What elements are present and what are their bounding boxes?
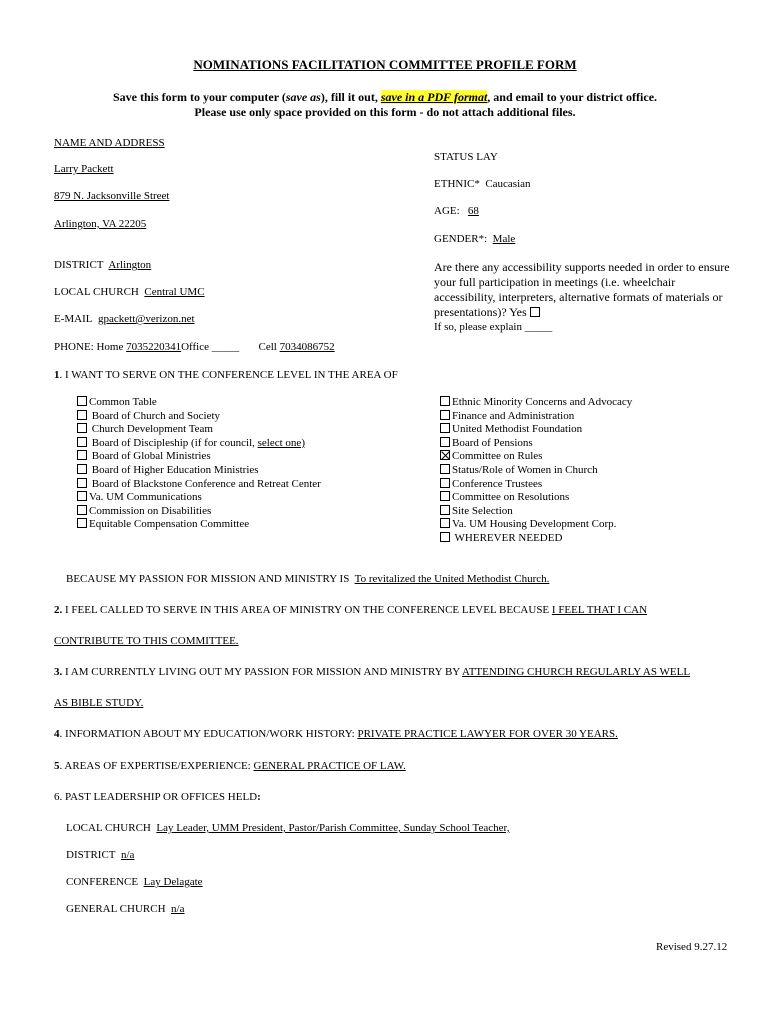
- committee-left-item[interactable]: [77, 478, 321, 490]
- email-field[interactable]: gpackett@verizon.net: [98, 313, 195, 325]
- past-district-field[interactable]: n/a: [121, 849, 135, 861]
- committee-right-item[interactable]: [440, 491, 569, 503]
- committee-left-label: Board of Discipleship (if for council,: [89, 436, 258, 449]
- gender-row: [434, 233, 515, 245]
- question-2-label: I FEEL CALLED TO SERVE IN THIS AREA OF MINISTRY ON THE CONFERENCE LEVEL BECAUSE: [62, 604, 552, 616]
- committee-right-checkbox[interactable]: [440, 423, 450, 433]
- ethnic-field[interactable]: Caucasian: [485, 178, 531, 190]
- name-address-header: NAME AND ADDRESS: [54, 137, 165, 149]
- age-row: [434, 205, 479, 217]
- committee-right-checkbox[interactable]: [440, 450, 450, 460]
- passion-label: BECAUSE MY PASSION FOR MISSION AND MINISTRY IS: [66, 573, 350, 585]
- committee-left-item[interactable]: [77, 450, 211, 462]
- question-3-label: I AM CURRENTLY LIVING OUT MY PASSION FOR MISSION AND MINISTRY BY: [62, 666, 462, 678]
- past-general-field[interactable]: n/a: [171, 903, 185, 915]
- cell-label: Cell: [258, 341, 277, 353]
- committee-right-checkbox[interactable]: [440, 491, 450, 501]
- committee-left-checkbox[interactable]: [77, 491, 87, 501]
- age-label: AGE:: [434, 205, 460, 217]
- question-4-number: 4: [54, 728, 60, 740]
- gender-field[interactable]: Male: [492, 233, 516, 245]
- committee-left-checkbox[interactable]: [77, 518, 87, 528]
- committee-right-item[interactable]: [440, 437, 533, 449]
- instruction-line-1: [0, 90, 770, 105]
- section-1-heading: [54, 369, 398, 381]
- committee-right-label: Committee on Rules: [452, 450, 543, 463]
- committee-left-item[interactable]: [77, 491, 202, 503]
- committee-left-checkbox[interactable]: [77, 478, 87, 488]
- accessibility-question: [434, 260, 734, 320]
- question-2-row: [54, 604, 647, 616]
- past-conference-field[interactable]: Lay Delagate: [143, 876, 203, 888]
- question-5-answer[interactable]: GENERAL PRACTICE OF LAW.: [253, 760, 406, 772]
- section-1-number: 1: [54, 369, 60, 381]
- committee-left-label: Common Table: [89, 396, 157, 408]
- committee-left-item[interactable]: [77, 505, 211, 517]
- question-4-row: [54, 728, 618, 740]
- committee-left-label: Board of Higher Education Ministries: [89, 464, 259, 476]
- name-field[interactable]: Larry Packett: [54, 163, 114, 175]
- committee-left-checkbox[interactable]: [77, 450, 87, 460]
- committee-left-item[interactable]: [77, 437, 305, 449]
- committee-right-item[interactable]: [440, 450, 542, 462]
- district-row: [54, 259, 151, 271]
- committee-right-item[interactable]: [440, 478, 542, 490]
- past-general-row: [66, 903, 184, 915]
- past-general-label: GENERAL CHURCH: [66, 903, 166, 915]
- email-label: E-MAIL: [54, 313, 93, 325]
- committee-right-item[interactable]: [440, 532, 562, 544]
- question-6-label: 6. PAST LEADERSHIP OR OFFICES HELD: [54, 791, 258, 803]
- question-4-answer[interactable]: PRIVATE PRACTICE LAWYER FOR OVER 30 YEARS.: [357, 728, 618, 740]
- question-3-row: [54, 666, 690, 678]
- question-5-row: [54, 760, 406, 772]
- office-phone-field[interactable]: _____: [211, 341, 240, 353]
- committee-right-checkbox[interactable]: [440, 396, 450, 406]
- instruction-line-2: Please use only space provided on this form - do not attach additional files.: [194, 105, 576, 119]
- committee-left-label: Board of Global Ministries: [89, 450, 211, 463]
- cell-phone-field[interactable]: 7034086752: [279, 341, 335, 353]
- status-field: STATUS LAY: [434, 151, 498, 163]
- email-row: [54, 313, 195, 325]
- revision-label: Revised 9.27.12: [656, 941, 728, 953]
- committee-left-label: Commission on Disabilities: [89, 504, 212, 517]
- committee-right-label: United Methodist Foundation: [452, 423, 583, 436]
- accessibility-text: Are there any accessibility supports needed in order to ensure your full participation in meetings (i.e. wheelchair accessibility, interpreters, alternative formats of materials or presentations)? Yes: [434, 260, 730, 319]
- committee-right-item[interactable]: [440, 410, 574, 422]
- committee-left-label: Equitable Compensation Committee: [89, 518, 250, 531]
- question-3-number: 3.: [54, 666, 63, 678]
- committee-right-item[interactable]: [440, 505, 513, 517]
- age-field[interactable]: 68: [467, 205, 479, 217]
- committee-right-checkbox[interactable]: [440, 532, 450, 542]
- church-label: LOCAL CHURCH: [54, 286, 139, 298]
- committee-left-checkbox[interactable]: [77, 437, 87, 447]
- committee-left-checkbox[interactable]: [77, 464, 87, 474]
- committee-right-label: WHEREVER NEEDED: [452, 532, 563, 544]
- city-field[interactable]: Arlington, VA 22205: [54, 218, 147, 230]
- instruction-text: ), fill it out,: [320, 90, 381, 104]
- instruction-highlight: save in a PDF format: [380, 90, 488, 104]
- question-4-label: . INFORMATION ABOUT MY EDUCATION/WORK HISTORY:: [59, 728, 358, 740]
- instruction-text: , and email to your district office.: [487, 90, 658, 104]
- district-label: DISTRICT: [54, 259, 104, 271]
- committee-right-label: Ethnic Minority Concerns and Advocacy: [452, 396, 633, 408]
- explain-field[interactable]: If so, please explain _____: [434, 321, 553, 333]
- question-2-number: 2.: [54, 604, 63, 616]
- past-district-label: DISTRICT: [66, 849, 116, 861]
- past-conference-label: CONFERENCE: [66, 876, 139, 888]
- church-field[interactable]: Central UMC: [144, 286, 205, 298]
- ethnic-row: [434, 178, 531, 190]
- church-row: [54, 286, 205, 298]
- committee-left-item[interactable]: [77, 518, 249, 530]
- phone-row: [54, 341, 335, 353]
- home-phone-field[interactable]: 7035220341: [126, 341, 182, 353]
- committee-left-label: Va. UM Communications: [89, 491, 202, 504]
- committee-right-item[interactable]: [440, 518, 616, 530]
- committee-right-checkbox[interactable]: [440, 478, 450, 488]
- instruction-text: Save this form to your computer (: [112, 90, 286, 104]
- passion-row: [66, 573, 549, 585]
- question-6-heading: [54, 791, 261, 803]
- past-local-row: [66, 822, 510, 834]
- question-5-label: . AREAS OF EXPERTISE/EXPERIENCE:: [59, 760, 254, 772]
- committee-right-label: Site Selection: [452, 504, 513, 517]
- committee-right-label: Conference Trustees: [452, 477, 543, 490]
- section-1-text: . I WANT TO SERVE ON THE CONFERENCE LEVEL IN THE AREA OF: [59, 369, 398, 381]
- question-3-answer-cont[interactable]: AS BIBLE STUDY.: [54, 697, 144, 709]
- committee-left-item[interactable]: [77, 464, 259, 476]
- committee-right-label: Finance and Administration: [452, 409, 575, 422]
- committee-right-checkbox[interactable]: [440, 410, 450, 420]
- question-5-number: 5: [54, 760, 60, 772]
- committee-right-checkbox[interactable]: [440, 437, 450, 447]
- committee-right-checkbox[interactable]: [440, 505, 450, 515]
- office-label: Office: [181, 341, 210, 353]
- committee-left-checkbox[interactable]: [77, 396, 87, 406]
- committee-left-item[interactable]: [77, 396, 157, 408]
- committee-right-label: Status/Role of Women in Church: [452, 464, 598, 476]
- committee-right-item[interactable]: [440, 464, 598, 476]
- committee-left-label: Board of Blackstone Conference and Retreat Center: [89, 477, 321, 490]
- street-field[interactable]: 879 N. Jacksonville Street: [54, 190, 170, 202]
- gender-label: GENDER*:: [434, 233, 488, 245]
- committee-left-item[interactable]: [77, 423, 213, 435]
- question-2-answer-cont[interactable]: CONTRIBUTE TO THIS COMMITTEE.: [54, 635, 239, 647]
- instruction-save-as: save as: [285, 90, 321, 104]
- past-local-label: LOCAL CHURCH: [66, 822, 151, 834]
- question-6-colon: :: [257, 791, 261, 803]
- committee-right-label: Va. UM Housing Development Corp.: [452, 518, 617, 531]
- passion-field[interactable]: To revitalized the United Methodist Church.: [354, 573, 550, 585]
- committee-right-label: Committee on Resolutions: [452, 491, 570, 504]
- past-local-field[interactable]: Lay Leader, UMM President, Pastor/Parish Committee, Sunday School Teacher,: [156, 822, 510, 834]
- committee-right-label: Board of Pensions: [452, 436, 533, 449]
- district-field[interactable]: Arlington: [108, 259, 152, 271]
- committee-left-label-extra[interactable]: select one): [257, 436, 305, 449]
- committee-right-item[interactable]: [440, 396, 632, 408]
- form-title: NOMINATIONS FACILITATION COMMITTEE PROFILE FORM: [193, 57, 577, 72]
- committee-right-checkbox[interactable]: [440, 464, 450, 474]
- past-district-row: [66, 849, 134, 861]
- committee-left-label: Board of Church and Society: [89, 409, 221, 422]
- question-3-answer[interactable]: ATTENDING CHURCH REGULARLY AS WELL: [461, 666, 691, 678]
- question-2-answer[interactable]: I FEEL THAT I CAN: [551, 604, 648, 616]
- committee-left-item[interactable]: [77, 410, 220, 422]
- committee-left-checkbox[interactable]: [77, 410, 87, 420]
- committee-right-checkbox[interactable]: [440, 518, 450, 528]
- accessibility-yes-checkbox[interactable]: [530, 307, 540, 317]
- committee-left-label: Church Development Team: [89, 423, 213, 436]
- past-conference-row: [66, 876, 203, 888]
- phone-label: PHONE: Home: [54, 341, 124, 353]
- ethnic-label: ETHNIC*: [434, 178, 480, 190]
- committee-left-checkbox[interactable]: [77, 423, 87, 433]
- committee-left-checkbox[interactable]: [77, 505, 87, 515]
- committee-right-item[interactable]: [440, 423, 582, 435]
